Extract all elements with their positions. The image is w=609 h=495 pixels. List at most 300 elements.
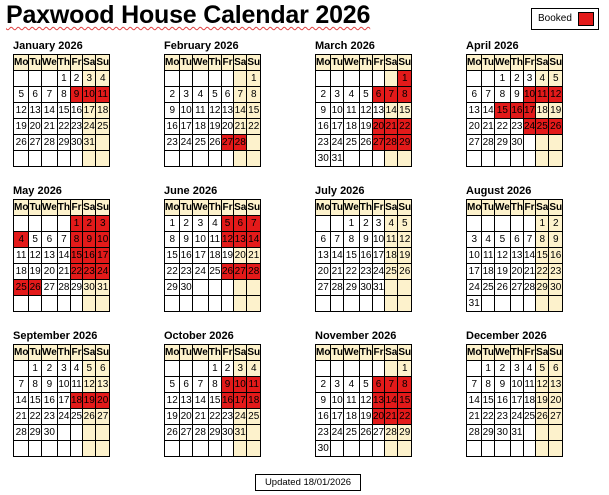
- week-row: [316, 135, 412, 151]
- empty-cell: [343, 296, 359, 312]
- day-cell: 20: [372, 409, 384, 425]
- weekday-header: Fr: [70, 55, 82, 71]
- page-title-text: Paxwood House Calendar 2026: [6, 1, 371, 29]
- empty-cell: [41, 441, 57, 457]
- empty-cell: [14, 361, 29, 377]
- week-row: [316, 441, 412, 457]
- empty-cell: [510, 441, 523, 457]
- empty-cell: [70, 296, 82, 312]
- weekday-header: Th: [57, 200, 70, 216]
- day-cell: 5: [83, 361, 96, 377]
- day-cell: 2: [549, 216, 563, 232]
- week-row: [14, 425, 110, 441]
- weekday-header: Sa: [536, 55, 549, 71]
- weekday-header: Fr: [221, 55, 233, 71]
- day-cell: 28: [234, 135, 247, 151]
- weekday-header: Th: [208, 200, 221, 216]
- empty-cell: [41, 71, 57, 87]
- empty-cell: [536, 151, 549, 167]
- day-cell: 4: [536, 71, 549, 87]
- day-cell: 7: [331, 232, 343, 248]
- empty-cell: [221, 280, 233, 296]
- day-cell: 29: [343, 280, 359, 296]
- day-cell: 31: [467, 296, 482, 312]
- empty-cell: [70, 151, 82, 167]
- day-cell: 1: [482, 361, 494, 377]
- day-cell: 28: [385, 425, 398, 441]
- empty-cell: [221, 441, 233, 457]
- day-cell: 6: [234, 216, 247, 232]
- empty-cell: [83, 425, 96, 441]
- week-row: [14, 119, 110, 135]
- empty-cell: [549, 135, 563, 151]
- day-cell: 3: [234, 361, 247, 377]
- empty-cell: [385, 361, 398, 377]
- day-cell: 26: [14, 135, 29, 151]
- week-row: [467, 264, 563, 280]
- day-cell: 12: [549, 87, 563, 103]
- day-cell: 13: [221, 103, 233, 119]
- empty-cell: [359, 71, 372, 87]
- weekday-header: Sa: [234, 200, 247, 216]
- weekday-header: Mo: [316, 200, 331, 216]
- empty-cell: [70, 441, 82, 457]
- weekday-header: Mo: [14, 200, 29, 216]
- weekday-header: Tu: [29, 55, 41, 71]
- empty-cell: [247, 280, 261, 296]
- empty-cell: [247, 296, 261, 312]
- day-cell: 24: [331, 425, 343, 441]
- empty-cell: [57, 216, 70, 232]
- empty-cell: [208, 296, 221, 312]
- day-cell: 10: [57, 377, 70, 393]
- day-cell: 13: [372, 103, 384, 119]
- empty-cell: [29, 296, 41, 312]
- weekday-header: Mo: [467, 55, 482, 71]
- empty-cell: [192, 296, 208, 312]
- day-cell: 5: [165, 377, 180, 393]
- weekday-header: We: [343, 345, 359, 361]
- empty-cell: [234, 296, 247, 312]
- week-row: [467, 71, 563, 87]
- weekday-header: Mo: [316, 345, 331, 361]
- day-cell: 27: [549, 409, 563, 425]
- weekday-header: Su: [549, 55, 563, 71]
- empty-cell: [331, 71, 343, 87]
- day-cell: 1: [536, 216, 549, 232]
- day-cell: 11: [523, 377, 535, 393]
- day-cell: 8: [208, 377, 221, 393]
- day-cell: 11: [96, 87, 110, 103]
- weekday-header: Fr: [372, 55, 384, 71]
- day-cell: 7: [467, 377, 482, 393]
- empty-cell: [331, 441, 343, 457]
- empty-cell: [247, 441, 261, 457]
- empty-cell: [523, 216, 535, 232]
- weekday-header: Mo: [14, 55, 29, 71]
- weekday-header: We: [192, 55, 208, 71]
- empty-cell: [165, 296, 180, 312]
- day-cell: 4: [343, 87, 359, 103]
- weekday-header: Mo: [165, 55, 180, 71]
- day-cell: 30: [221, 425, 233, 441]
- day-cell: 10: [523, 87, 535, 103]
- day-cell: 21: [192, 409, 208, 425]
- weekday-header: Tu: [331, 55, 343, 71]
- day-cell: 13: [549, 377, 563, 393]
- week-row: [165, 264, 261, 280]
- day-cell: 16: [549, 248, 563, 264]
- day-cell: 10: [372, 232, 384, 248]
- day-cell: 30: [316, 441, 331, 457]
- weekday-header: Th: [57, 345, 70, 361]
- month-table: [13, 54, 110, 167]
- weekday-header: Su: [247, 55, 261, 71]
- week-row: [165, 71, 261, 87]
- day-cell: 10: [467, 248, 482, 264]
- day-cell: 3: [372, 216, 384, 232]
- day-cell: 7: [482, 87, 494, 103]
- empty-cell: [372, 296, 384, 312]
- day-cell: 16: [359, 248, 372, 264]
- day-cell: 22: [494, 119, 510, 135]
- day-cell: 18: [482, 264, 494, 280]
- day-cell: 15: [208, 393, 221, 409]
- day-cell: 27: [372, 425, 384, 441]
- day-cell: 10: [96, 232, 110, 248]
- month-name: October 2026: [164, 330, 234, 342]
- day-cell: 5: [359, 377, 372, 393]
- day-cell: 28: [57, 280, 70, 296]
- week-row: [14, 280, 110, 296]
- weekday-header-row: [14, 200, 110, 216]
- week-row: [165, 441, 261, 457]
- weekday-header: Mo: [165, 200, 180, 216]
- day-cell: 13: [41, 248, 57, 264]
- week-row: [467, 119, 563, 135]
- weekday-header: Su: [549, 200, 563, 216]
- day-cell: 27: [510, 280, 523, 296]
- day-cell: 22: [70, 264, 82, 280]
- empty-cell: [359, 441, 372, 457]
- day-cell: 7: [57, 232, 70, 248]
- empty-cell: [234, 441, 247, 457]
- empty-cell: [549, 425, 563, 441]
- day-cell: 19: [165, 409, 180, 425]
- day-cell: 8: [398, 87, 412, 103]
- week-row: [467, 232, 563, 248]
- day-cell: 6: [316, 232, 331, 248]
- empty-cell: [331, 216, 343, 232]
- empty-cell: [192, 71, 208, 87]
- day-cell: 23: [316, 425, 331, 441]
- day-cell: 25: [247, 409, 261, 425]
- empty-cell: [208, 280, 221, 296]
- day-cell: 26: [359, 135, 372, 151]
- empty-cell: [221, 71, 233, 87]
- day-cell: 19: [208, 119, 221, 135]
- day-cell: 6: [96, 361, 110, 377]
- month-table: [13, 199, 110, 312]
- day-cell: 8: [70, 232, 82, 248]
- day-cell: 10: [180, 103, 192, 119]
- day-cell: 4: [208, 216, 221, 232]
- empty-cell: [29, 71, 41, 87]
- day-cell: 23: [165, 135, 180, 151]
- weekday-header: Su: [398, 55, 412, 71]
- day-cell: 11: [70, 377, 82, 393]
- weekday-header: Fr: [372, 345, 384, 361]
- day-cell: 7: [247, 216, 261, 232]
- day-cell: 29: [536, 280, 549, 296]
- day-cell: 15: [70, 248, 82, 264]
- empty-cell: [372, 71, 384, 87]
- empty-cell: [316, 296, 331, 312]
- empty-cell: [247, 425, 261, 441]
- day-cell: 25: [523, 409, 535, 425]
- day-cell: 16: [221, 393, 233, 409]
- empty-cell: [83, 151, 96, 167]
- empty-cell: [385, 280, 398, 296]
- empty-cell: [331, 361, 343, 377]
- day-cell: 13: [180, 393, 192, 409]
- day-cell: 22: [29, 409, 41, 425]
- empty-cell: [29, 151, 41, 167]
- day-cell: 24: [57, 409, 70, 425]
- empty-cell: [549, 296, 563, 312]
- day-cell: 29: [57, 135, 70, 151]
- day-cell: 14: [385, 103, 398, 119]
- day-cell: 20: [180, 409, 192, 425]
- month-table: [315, 344, 412, 457]
- day-cell: 28: [467, 425, 482, 441]
- week-row: [316, 264, 412, 280]
- day-cell: 20: [29, 119, 41, 135]
- empty-cell: [523, 441, 535, 457]
- day-cell: 15: [398, 393, 412, 409]
- day-cell: 13: [467, 103, 482, 119]
- week-row: [467, 425, 563, 441]
- day-cell: 9: [316, 393, 331, 409]
- day-cell: 21: [385, 119, 398, 135]
- week-row: [165, 361, 261, 377]
- day-cell: 17: [510, 393, 523, 409]
- day-cell: 28: [331, 280, 343, 296]
- week-row: [165, 377, 261, 393]
- day-cell: 17: [331, 409, 343, 425]
- day-cell: 23: [221, 409, 233, 425]
- day-cell: 18: [96, 103, 110, 119]
- day-cell: 26: [549, 119, 563, 135]
- empty-cell: [372, 441, 384, 457]
- empty-cell: [96, 135, 110, 151]
- day-cell: 16: [83, 248, 96, 264]
- empty-cell: [234, 151, 247, 167]
- empty-cell: [29, 216, 41, 232]
- empty-cell: [482, 441, 494, 457]
- weekday-header: Mo: [467, 345, 482, 361]
- day-cell: 28: [385, 135, 398, 151]
- day-cell: 6: [372, 377, 384, 393]
- week-row: [467, 216, 563, 232]
- day-cell: 1: [398, 361, 412, 377]
- day-cell: 10: [510, 377, 523, 393]
- week-row: [14, 377, 110, 393]
- weekday-header: Tu: [29, 200, 41, 216]
- day-cell: 28: [41, 135, 57, 151]
- day-cell: 9: [494, 377, 510, 393]
- weekday-header-row: [467, 200, 563, 216]
- day-cell: 8: [398, 377, 412, 393]
- weekday-header-row: [316, 200, 412, 216]
- weekday-header-row: [165, 55, 261, 71]
- weekday-header: Th: [510, 345, 523, 361]
- empty-cell: [96, 441, 110, 457]
- day-cell: 17: [57, 393, 70, 409]
- weekday-header: Sa: [536, 345, 549, 361]
- empty-cell: [398, 151, 412, 167]
- day-cell: 14: [57, 248, 70, 264]
- empty-cell: [398, 296, 412, 312]
- day-cell: 25: [70, 409, 82, 425]
- weekday-header: Fr: [70, 345, 82, 361]
- day-cell: 22: [398, 409, 412, 425]
- day-cell: 25: [343, 135, 359, 151]
- day-cell: 12: [83, 377, 96, 393]
- week-row: [165, 103, 261, 119]
- day-cell: 18: [192, 119, 208, 135]
- day-cell: 29: [398, 135, 412, 151]
- day-cell: 28: [523, 280, 535, 296]
- day-cell: 20: [549, 393, 563, 409]
- day-cell: 5: [398, 216, 412, 232]
- empty-cell: [510, 216, 523, 232]
- day-cell: 12: [29, 248, 41, 264]
- month-name: November 2026: [315, 330, 397, 342]
- week-row: [165, 216, 261, 232]
- day-cell: 14: [234, 103, 247, 119]
- empty-cell: [385, 441, 398, 457]
- day-cell: 31: [510, 425, 523, 441]
- day-cell: 5: [221, 216, 233, 232]
- empty-cell: [192, 361, 208, 377]
- empty-cell: [343, 361, 359, 377]
- month-name: August 2026: [466, 185, 532, 197]
- weekday-header-row: [14, 345, 110, 361]
- weekday-header: Tu: [331, 345, 343, 361]
- day-cell: 3: [192, 216, 208, 232]
- day-cell: 21: [57, 264, 70, 280]
- empty-cell: [343, 441, 359, 457]
- weekday-header: Fr: [70, 200, 82, 216]
- weekday-header: Su: [398, 345, 412, 361]
- empty-cell: [494, 216, 510, 232]
- day-cell: 29: [70, 280, 82, 296]
- day-cell: 6: [467, 87, 482, 103]
- empty-cell: [385, 151, 398, 167]
- weekday-header: Su: [247, 200, 261, 216]
- empty-cell: [523, 151, 535, 167]
- day-cell: 25: [208, 264, 221, 280]
- empty-cell: [482, 151, 494, 167]
- week-row: [316, 87, 412, 103]
- day-cell: 19: [398, 248, 412, 264]
- day-cell: 14: [331, 248, 343, 264]
- day-cell: 4: [385, 216, 398, 232]
- day-cell: 6: [221, 87, 233, 103]
- empty-cell: [247, 151, 261, 167]
- weekday-header: Tu: [482, 55, 494, 71]
- day-cell: 18: [343, 409, 359, 425]
- day-cell: 2: [359, 216, 372, 232]
- day-cell: 2: [510, 71, 523, 87]
- day-cell: 5: [494, 232, 510, 248]
- day-cell: 13: [372, 393, 384, 409]
- empty-cell: [57, 151, 70, 167]
- day-cell: 8: [247, 87, 261, 103]
- day-cell: 31: [331, 151, 343, 167]
- day-cell: 3: [331, 377, 343, 393]
- day-cell: 7: [234, 87, 247, 103]
- week-row: [14, 135, 110, 151]
- day-cell: 30: [83, 280, 96, 296]
- day-cell: 2: [494, 361, 510, 377]
- page-title: [6, 1, 370, 30]
- day-cell: 13: [96, 377, 110, 393]
- day-cell: 3: [331, 87, 343, 103]
- day-cell: 24: [83, 119, 96, 135]
- weekday-header: Th: [57, 55, 70, 71]
- empty-cell: [165, 151, 180, 167]
- empty-cell: [343, 71, 359, 87]
- day-cell: 9: [83, 232, 96, 248]
- empty-cell: [96, 151, 110, 167]
- day-cell: 26: [221, 264, 233, 280]
- day-cell: 27: [96, 409, 110, 425]
- day-cell: 1: [29, 361, 41, 377]
- day-cell: 18: [385, 248, 398, 264]
- day-cell: 23: [510, 119, 523, 135]
- day-cell: 2: [316, 87, 331, 103]
- month-table: [164, 54, 261, 167]
- weekday-header: Fr: [523, 200, 535, 216]
- weekday-header: Sa: [385, 345, 398, 361]
- day-cell: 4: [14, 232, 29, 248]
- day-cell: 4: [70, 361, 82, 377]
- empty-cell: [96, 425, 110, 441]
- day-cell: 9: [70, 87, 82, 103]
- day-cell: 30: [494, 425, 510, 441]
- day-cell: 30: [41, 425, 57, 441]
- day-cell: 30: [510, 135, 523, 151]
- weekday-header: Su: [96, 345, 110, 361]
- day-cell: 26: [536, 409, 549, 425]
- day-cell: 29: [398, 425, 412, 441]
- weekday-header: Su: [247, 345, 261, 361]
- day-cell: 12: [494, 248, 510, 264]
- empty-cell: [536, 441, 549, 457]
- weekday-header-row: [467, 345, 563, 361]
- day-cell: 11: [208, 232, 221, 248]
- day-cell: 7: [192, 377, 208, 393]
- day-cell: 2: [83, 216, 96, 232]
- day-cell: 19: [83, 393, 96, 409]
- weekday-header: We: [494, 345, 510, 361]
- day-cell: 29: [29, 425, 41, 441]
- empty-cell: [57, 425, 70, 441]
- empty-cell: [398, 280, 412, 296]
- weekday-header: We: [343, 55, 359, 71]
